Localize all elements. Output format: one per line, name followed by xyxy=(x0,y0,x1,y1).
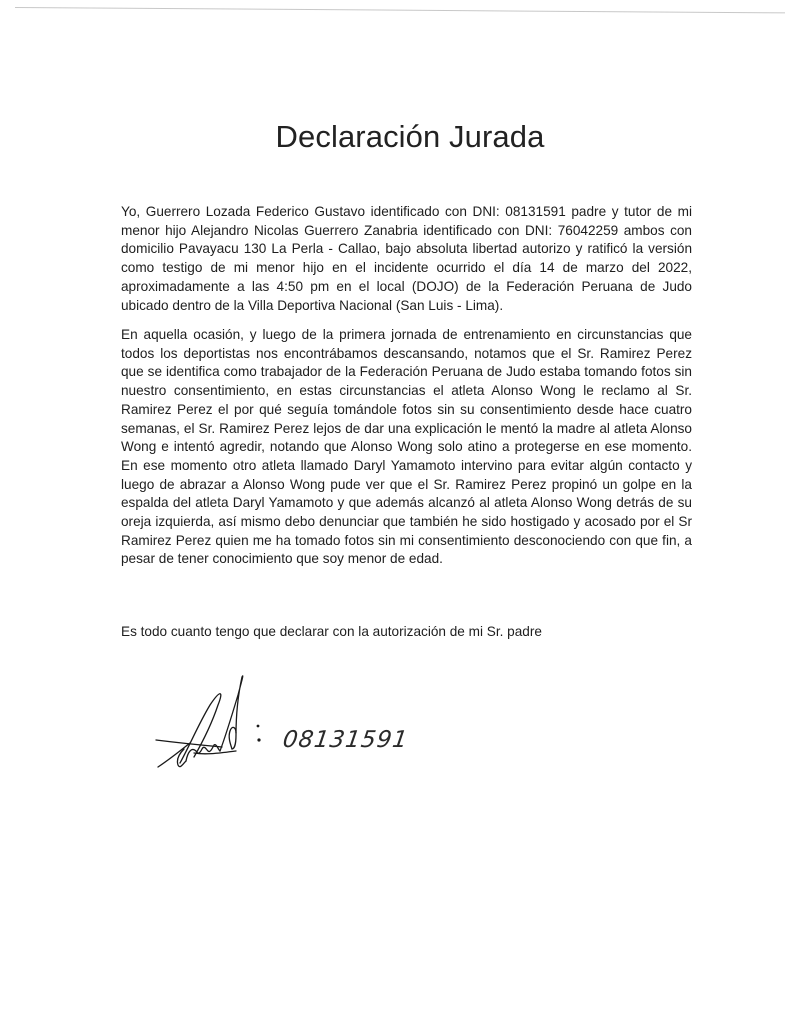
declaration-paragraph-2: En aquella ocasión, y luego de la primera jornada de entrenamiento en circunstancias que todos los deportistas nos encontrábamos descansando, notamos que el Sr. Ramirez Perez que se identifica como trabajador de la Federación Peruana de Judo estaba tomando fotos sin nuestro consentimiento, en estas circunstancias el atleta Alonso Wong le reclamo al Sr. Ramirez Perez el por qué seguía tomándole fotos sin su consentimiento desde hace cuatro semanas, el Sr. Ramirez Perez lejos de dar una explicación le mentó la madre al atleta Alonso Wong e intentó agredir, notando que Alonso Wong solo atino a protegerse en ese momento. En ese momento otro atleta llamado Daryl Yamamoto intervino para evitar algún contacto y luego de abrazar a Alonso Wong pude ver que el Sr. Ramirez Perez propinó un golpe en la espalda del atleta Daryl Yamamoto y que además alcanzó al atleta Alonso Wong detrás de su oreja izquierda, así mismo debo denunciar que también he sido hostigado y acosado por el Sr Ramirez Perez quien me ha tomado fotos sin mi consentimiento desconociendo con que fin, a pesar de tener conocimiento que soy menor de edad. xyxy=(121,327,692,567)
signature-colon-icon xyxy=(253,720,265,750)
scanned-page-edge xyxy=(15,7,785,13)
closing-statement: Es todo cuanto tengo que declarar con la autorización de mi Sr. padre xyxy=(121,624,542,639)
signature-dni-number: 08131591 xyxy=(281,727,410,753)
signature-block xyxy=(150,665,420,775)
declaration-paragraph-1: Yo, Guerrero Lozada Federico Gustavo identificado con DNI: 08131591 padre y tutor de mi menor hijo Alejandro Nicolas Guerrero Zanabria identificado con DNI: 76042259 ambos con domicilio Pavayacu 130 La Perla - Callao, bajo absoluta libertad autorizo y ratificó la versión como testigo de mi menor hijo en el incidente ocurrido el día 14 de marzo del 2022, aproximadamente a las 4:50 pm en el local (DOJO) de la Federación Peruana de Judo ubicado dentro de la Villa Deportiva Nacional (San Luis - Lima). xyxy=(121,204,692,313)
document-title: Declaración Jurada xyxy=(275,119,545,154)
